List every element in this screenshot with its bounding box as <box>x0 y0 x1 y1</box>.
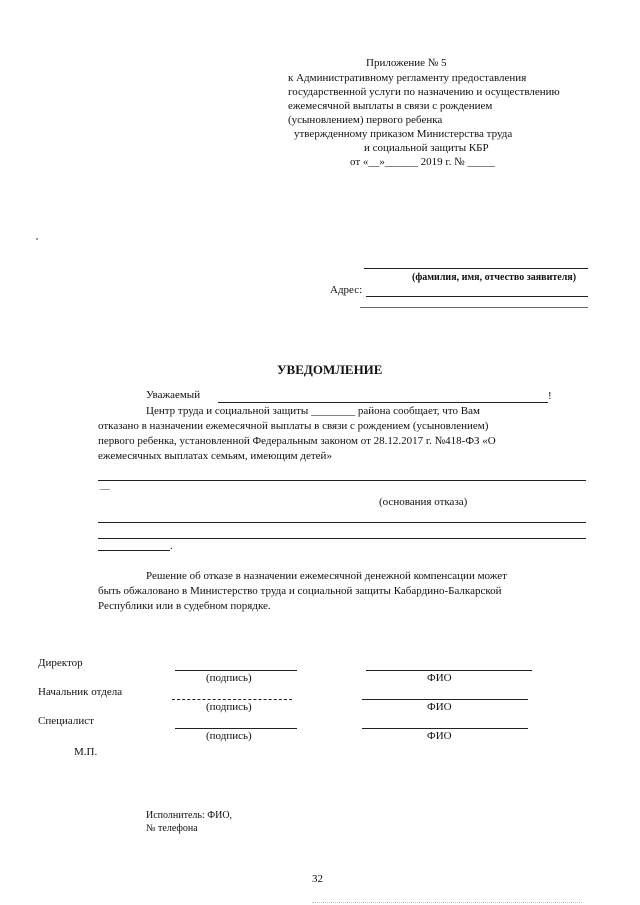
appeal-text: Решение об отказе в назначении ежемесячной денежной компенсации может <box>146 570 507 582</box>
appendix-line: и социальной защиты КБР <box>364 142 489 154</box>
signature-role: Специалист <box>38 715 94 727</box>
signature-line <box>172 699 292 700</box>
reason-end-dot: . <box>170 540 173 552</box>
reason-line <box>98 538 586 539</box>
appendix-line: утвержденному приказом Министерства труда <box>294 128 513 140</box>
address-label: Адрес: <box>330 284 363 296</box>
scan-speck <box>36 238 38 240</box>
appendix-number: Приложение № 5 <box>366 57 447 69</box>
body-text: первого ребенка, установленной Федеральным законом от 28.12.2017 г. №418-ФЗ «О <box>98 435 496 447</box>
stamp-place: М.П. <box>74 746 98 758</box>
name-caption: ФИО <box>427 672 452 684</box>
appeal-text: Республики или в судебном порядке. <box>98 600 271 612</box>
address-line <box>360 307 588 308</box>
appendix-line: ежемесячной выплаты в связи с рождением <box>288 100 493 112</box>
name-caption: ФИО <box>427 701 452 713</box>
address-line <box>366 296 588 297</box>
name-line <box>366 670 532 671</box>
name-line <box>362 728 528 729</box>
appendix-line: государственной услуги по назначению и осуществлению <box>288 86 560 98</box>
signature-role: Начальник отдела <box>38 686 123 698</box>
signature-caption: (подпись) <box>206 701 252 713</box>
reason-line-short <box>98 550 170 551</box>
page-number: 32 <box>312 873 323 885</box>
executor-name: Исполнитель: ФИО, <box>146 810 233 821</box>
greeting-label: Уважаемый <box>146 389 201 401</box>
reason-line <box>98 480 586 481</box>
applicant-name-caption: (фамилия, имя, отчество заявителя) <box>412 272 577 283</box>
body-text: ежемесячных выплатах семьям, имеющим детей» <box>98 450 332 462</box>
signature-line <box>175 728 297 729</box>
appendix-date-line: от «__»______ 2019 г. № _____ <box>350 156 495 168</box>
signature-caption: (подпись) <box>206 730 252 742</box>
appendix-line: (усыновлением) первого ребенка <box>288 114 443 126</box>
signature-caption: (подпись) <box>206 672 252 684</box>
body-text: отказано в назначении ежемесячной выплаты в связи с рождением (усыновлением) <box>98 420 489 432</box>
executor-phone: № телефона <box>146 823 198 834</box>
appeal-text: быть обжаловано в Министерство труда и социальной защиты Кабардино-Балкарской <box>98 585 502 597</box>
notice-title: УВЕДОМЛЕНИЕ <box>277 362 383 377</box>
body-text: Центр труда и социальной защиты ________ района сообщает, что Вам <box>146 405 480 417</box>
name-line <box>362 699 528 700</box>
signature-role: Директор <box>38 657 83 669</box>
reason-dash: — <box>100 484 110 495</box>
applicant-name-line <box>364 268 588 269</box>
appendix-line: к Административному регламенту предоставления <box>288 72 527 84</box>
reason-caption: (основания отказа) <box>379 496 468 508</box>
scan-artifact <box>312 902 582 903</box>
greeting-name-line <box>218 402 548 403</box>
signature-line <box>175 670 297 671</box>
greeting-exclamation: ! <box>548 390 552 402</box>
reason-line <box>98 522 586 523</box>
name-caption: ФИО <box>427 730 452 742</box>
